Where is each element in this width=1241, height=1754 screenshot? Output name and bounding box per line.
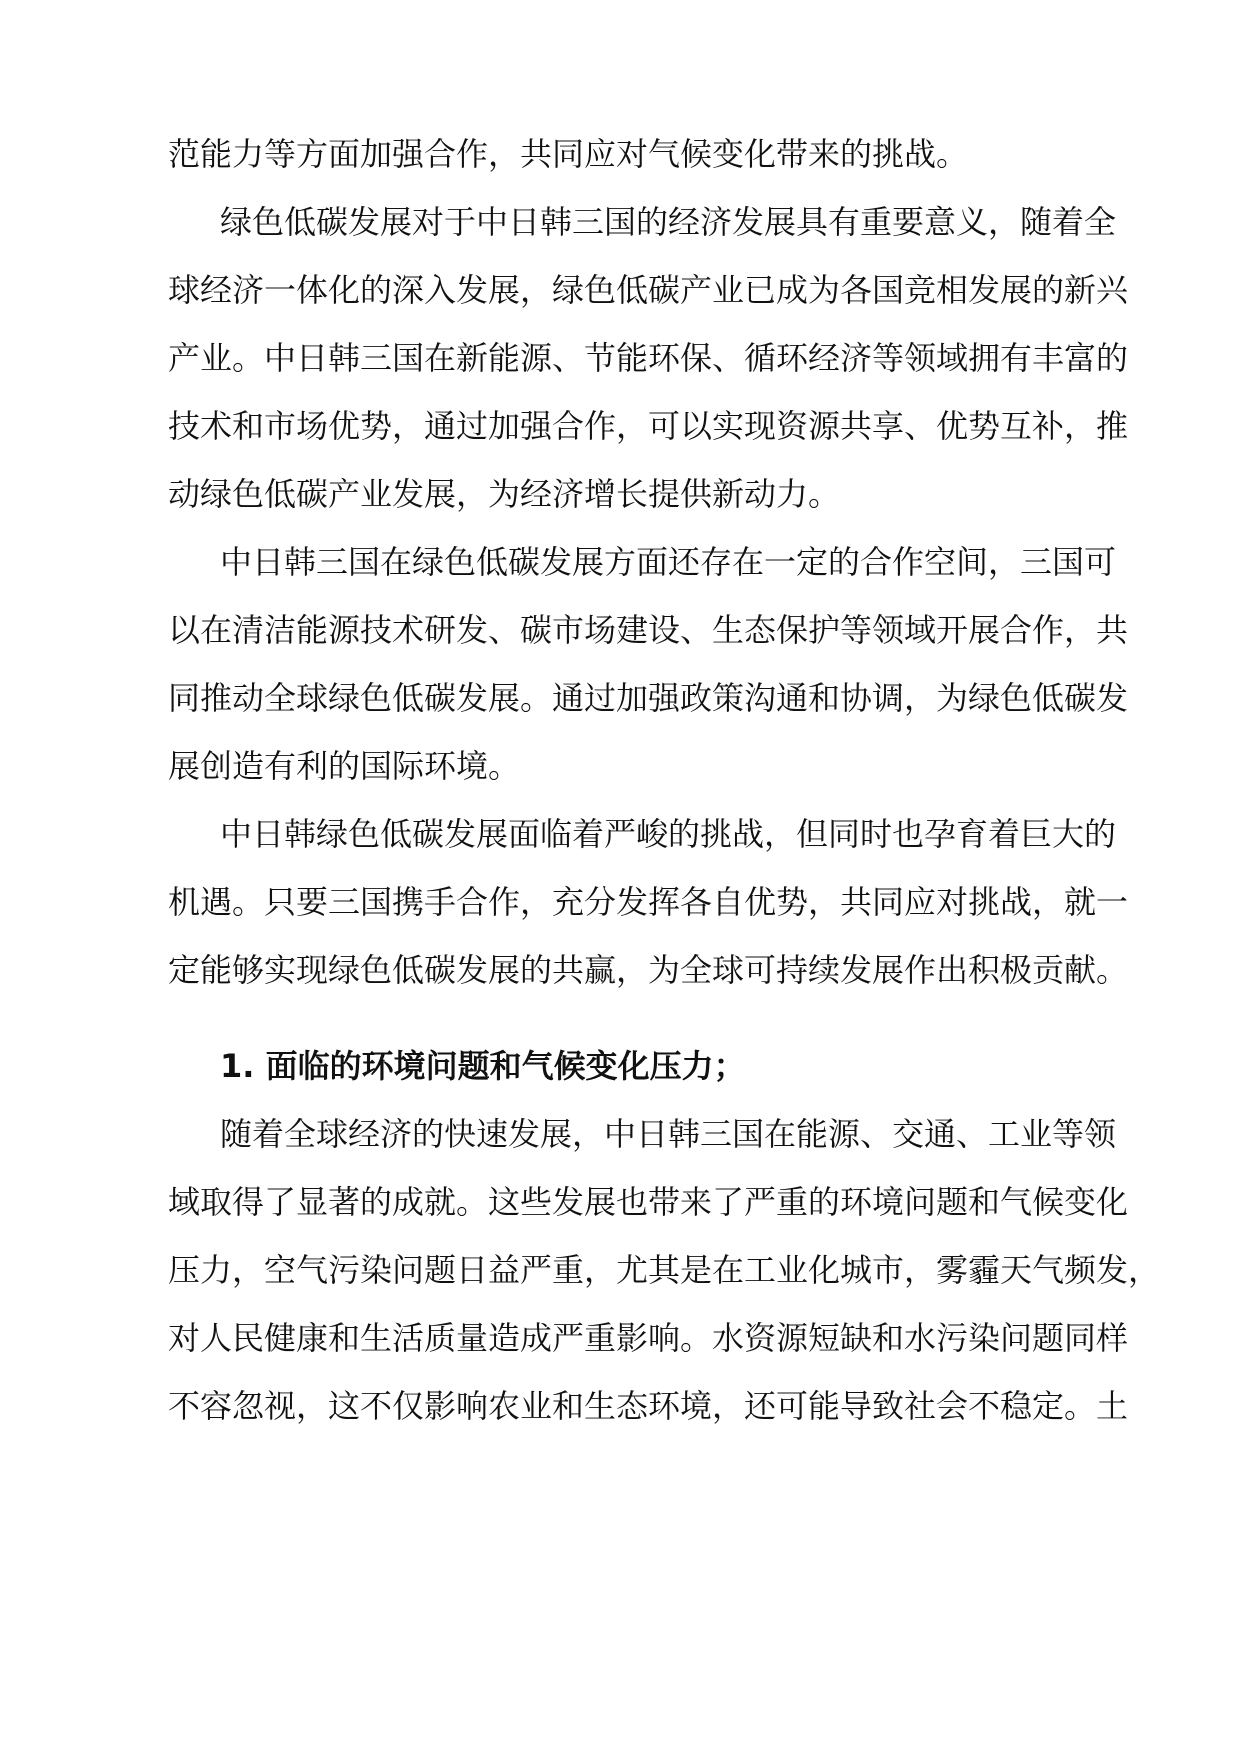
text-line [0,668,1241,728]
text-line [0,260,1241,320]
text-line [0,1172,1241,1232]
section-heading [0,1036,1241,1096]
text-line [0,464,1241,524]
line-text: 不容忽视，这不仅影响农业和生态环境，还可能导致社会不稳定。土 [168,1387,1129,1425]
line-text: 机遇。只要三国携手合作，充分发挥各自优势，共同应对挑战，就一 [168,883,1129,921]
line-text: 对人民健康和生活质量造成严重影响。水资源短缺和水污染问题同样 [168,1319,1129,1357]
text-line [0,940,1241,1000]
line-text: 动绿色低碳产业发展，为经济增长提供新动力。 [168,475,841,513]
heading-text: 1. 面临的环境问题和气候变化压力； [220,1047,746,1085]
line-text: 压力，空气污染问题日益严重，尤其是在工业化城市，雾霾天气频发， [168,1251,1161,1289]
text-line [0,532,1241,592]
text-line [0,736,1241,796]
line-text: 随着全球经济的快速发展，中日韩三国在能源、交通、工业等领 [220,1115,1117,1153]
text-line [0,192,1241,252]
text-line [0,600,1241,660]
line-text: 展创造有利的国际环境。 [168,747,521,785]
text-line [0,1104,1241,1164]
text-line [0,1308,1241,1368]
text-line [0,124,1241,184]
line-text: 技术和市场优势，通过加强合作，可以实现资源共享、优势互补，推 [168,407,1129,445]
text-line [0,396,1241,456]
line-text: 范能力等方面加强合作，共同应对气候变化带来的挑战。 [168,135,969,173]
line-text: 绿色低碳发展对于中日韩三国的经济发展具有重要意义，随着全 [220,203,1117,241]
text-line [0,328,1241,388]
text-line [0,1240,1241,1300]
line-text: 中日韩绿色低碳发展面临着严峻的挑战，但同时也孕育着巨大的 [220,815,1117,853]
line-text: 同推动全球绿色低碳发展。通过加强政策沟通和协调，为绿色低碳发 [168,679,1129,717]
line-text: 以在清洁能源技术研发、碳市场建设、生态保护等领域开展合作，共 [168,611,1129,649]
line-text: 中日韩三国在绿色低碳发展方面还存在一定的合作空间，三国可 [220,543,1117,581]
line-text: 域取得了显著的成就。这些发展也带来了严重的环境问题和气候变化 [168,1183,1129,1221]
line-text: 球经济一体化的深入发展，绿色低碳产业已成为各国竞相发展的新兴 [168,271,1129,309]
line-text: 产业。中日韩三国在新能源、节能环保、循环经济等领域拥有丰富的 [168,339,1129,377]
text-line [0,872,1241,932]
line-text: 定能够实现绿色低碳发展的共赢，为全球可持续发展作出积极贡献。 [168,951,1129,989]
text-line [0,804,1241,864]
text-line [0,1376,1241,1436]
